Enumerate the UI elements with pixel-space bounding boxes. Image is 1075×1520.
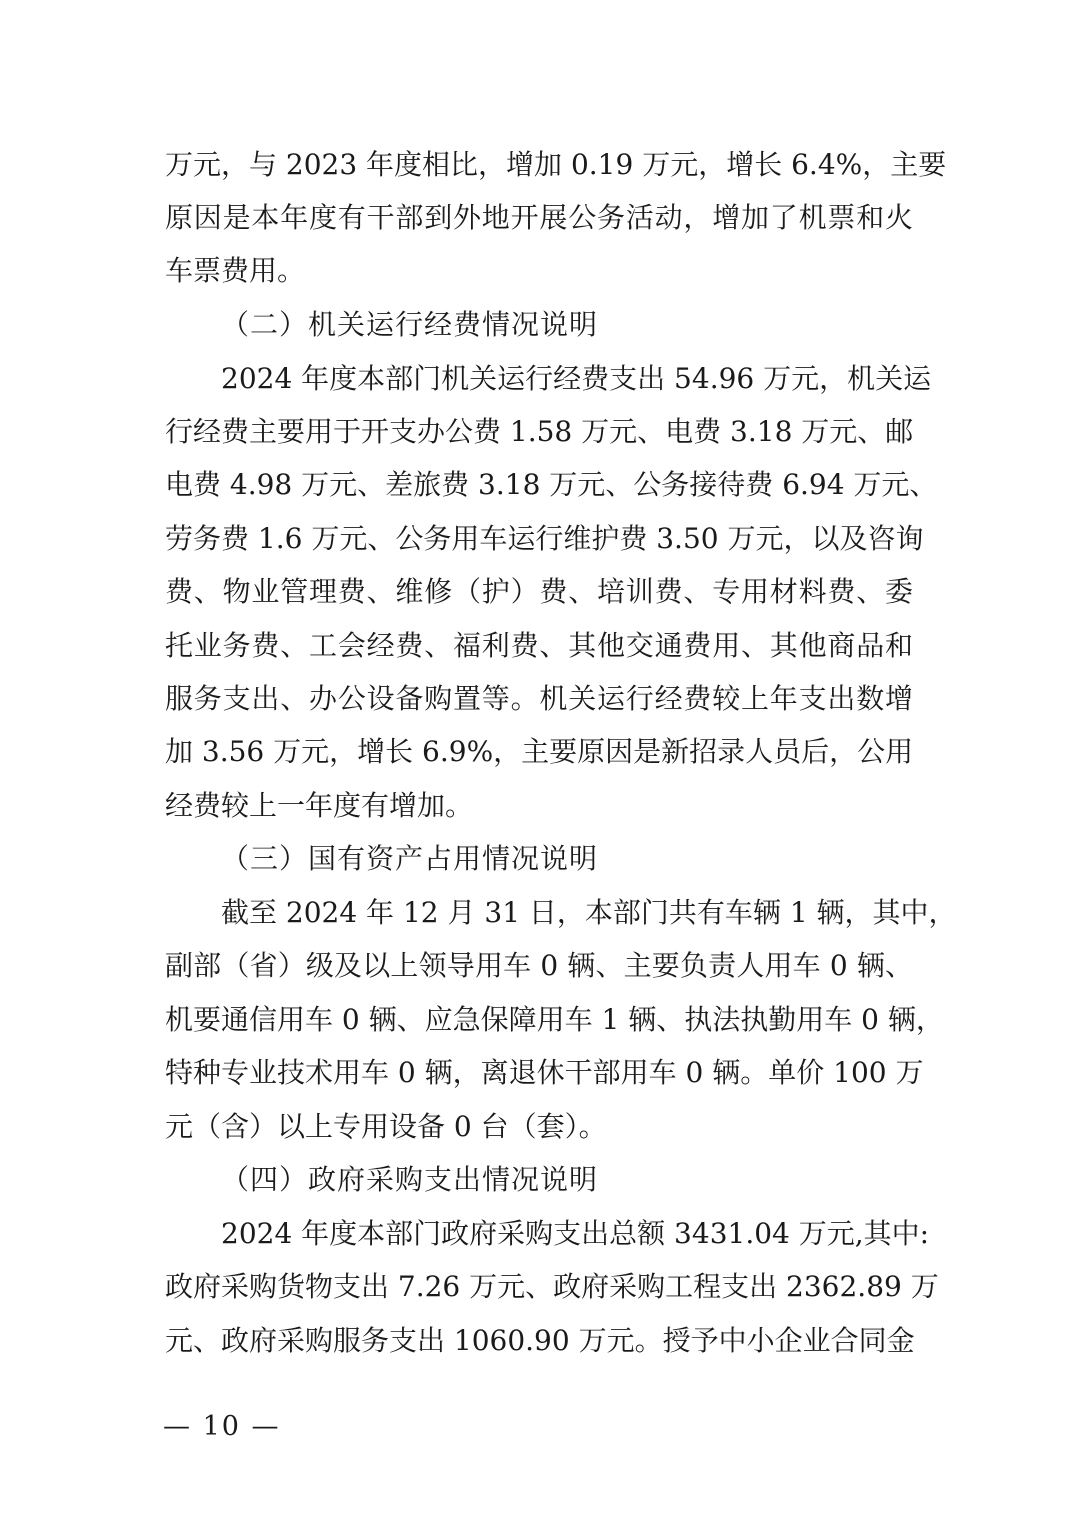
body-text-line: 政府采购货物支出 7.26 万元、政府采购工程支出 2362.89 万 bbox=[165, 1270, 939, 1303]
body-text-line: 经费较上一年度有增加。 bbox=[165, 789, 474, 822]
body-text-line: 截至 2024 年 12 月 31 日，本部门共有车辆 1 辆，其中， bbox=[221, 896, 957, 929]
page-number: — 10 — bbox=[163, 1411, 281, 1442]
body-text-line: 服务支出、办公设备购置等。机关运行经费较上年支出数增 bbox=[165, 682, 913, 715]
body-text-line: 万元，与 2023 年度相比，增加 0.19 万元，增长 6.4%，主要 bbox=[165, 148, 947, 181]
body-text-line: 加 3.56 万元，增长 6.9%，主要原因是新招录人员后，公用 bbox=[165, 735, 914, 768]
body-text-line: 特种专业技术用车 0 辆，离退休干部用车 0 辆。单价 100 万 bbox=[165, 1056, 924, 1089]
body-text-line: 托业务费、工会经费、福利费、其他交通费用、其他商品和 bbox=[165, 629, 913, 662]
body-text-line: 劳务费 1.6 万元、公务用车运行维护费 3.50 万元，以及咨询 bbox=[165, 522, 924, 555]
body-text-line: 行经费主要用于开支办公费 1.58 万元、电费 3.18 万元、邮 bbox=[165, 415, 914, 448]
body-text-line: 副部（省）级及以上领导用车 0 辆、主要负责人用车 0 辆、 bbox=[165, 949, 913, 982]
body-text-line: 原因是本年度有干部到外地开展公务活动，增加了机票和火 bbox=[165, 201, 913, 234]
body-text-line: 元、政府采购服务支出 1060.90 万元。授予中小企业合同金 bbox=[165, 1324, 915, 1357]
body-text-line: 机要通信用车 0 辆、应急保障用车 1 辆、执法执勤用车 0 辆， bbox=[165, 1003, 944, 1036]
section-heading-2: （二）机关运行经费情况说明 bbox=[221, 308, 599, 341]
section-heading-4: （四）政府采购支出情况说明 bbox=[221, 1163, 599, 1196]
body-text-line: 费、物业管理费、维修（护）费、培训费、专用材料费、委 bbox=[165, 575, 913, 608]
body-text-line: 车票费用。 bbox=[165, 254, 306, 287]
body-text-line: 电费 4.98 万元、差旅费 3.18 万元、公务接待费 6.94 万元、 bbox=[165, 468, 938, 501]
body-text-line: 2024 年度本部门政府采购支出总额 3431.04 万元,其中: bbox=[221, 1217, 930, 1250]
body-text-line: 2024 年度本部门机关运行经费支出 54.96 万元，机关运 bbox=[221, 362, 932, 395]
section-heading-3: （三）国有资产占用情况说明 bbox=[221, 842, 599, 875]
body-text-line: 元（含）以上专用设备 0 台（套）。 bbox=[165, 1110, 607, 1143]
